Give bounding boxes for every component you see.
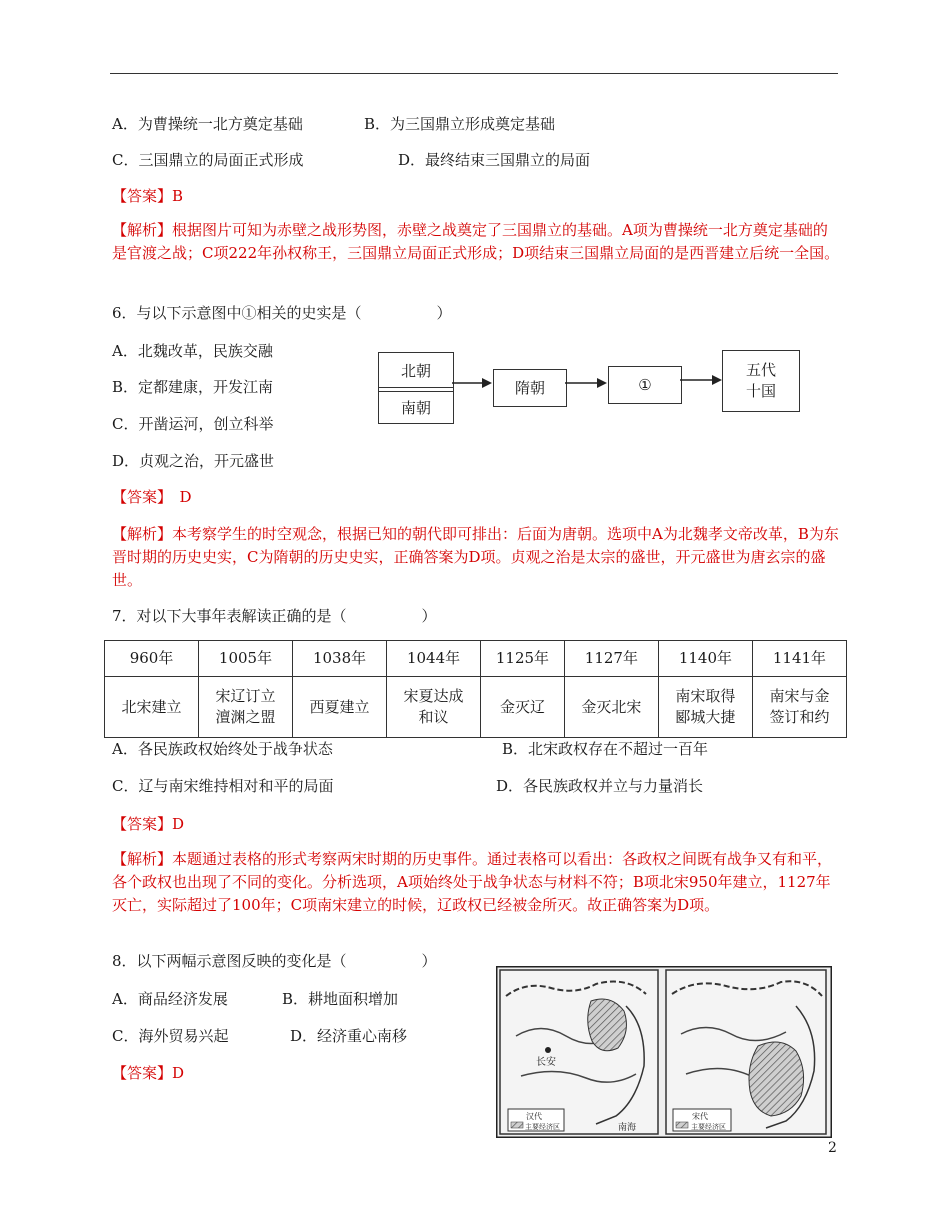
q5-option-b: B．为三国鼎立形成奠定基础 [364,115,556,133]
event-text: 南宋与金 [769,687,830,705]
song-legend-label-1: 宋代 [692,1112,708,1121]
shiguo-label: 十国 [745,382,776,400]
event-text: 宋夏达成 [403,687,464,705]
han-legend-label-1: 汉代 [526,1112,542,1121]
year-cell: 1141年 [752,641,846,677]
dynasty-north-south-box [378,352,454,424]
q7-question: 7．对以下大事年表解读正确的是（ ） [112,607,437,625]
q5-option-d: D．最终结束三国鼎立的局面 [398,151,591,169]
han-sea-label: 南海 [618,1123,637,1133]
event-text: 西夏建立 [309,697,370,716]
han-economic-area [588,999,627,1051]
q7-analysis-text: 本题通过表格的形式考察两宋时期的历史事件。通过表格可以看出：各政权之间既有战争又有和平，各个政权也出现了不同的变化。分析选项，A项始终处于战争状态与材料不符；B项北宋950年建立，1127年灭亡，实际超过了100年；C项南宋建立的时候，辽政权已经被金所灭。故正确答案为D项。 [112,850,833,914]
year-cell: 1127年 [564,641,658,677]
event-row [105,677,847,738]
year-cell: 960年 [105,641,199,677]
year-cell: 1125年 [481,641,565,677]
q5-option-a: A．为曹操统一北方奠定基础 [112,115,303,133]
north-dynasty-label: 北朝 [379,353,453,388]
q8-answer: 【答案】D [112,1064,185,1082]
wudai-label: 五代 [745,361,776,379]
event-text: 签订和约 [769,708,830,726]
sui-dynasty-box: 隋朝 [493,369,567,407]
year-cell: 1005年 [199,641,293,677]
event-cell [481,677,565,738]
header-rule [110,73,838,74]
han-city-label: 长安 [536,1057,556,1068]
q5-option-c: C．三国鼎立的局面正式形成 [112,151,304,169]
q6-option-b: B．定都建康，开发江南 [112,378,274,396]
han-city-marker [545,1047,551,1053]
q5-analysis [112,219,842,265]
event-text: 和议 [418,708,449,726]
event-text: 金灭辽 [499,697,545,716]
event-cell [105,677,199,738]
arrow-2-icon [565,374,609,392]
unknown-dynasty-box: ① [608,366,682,404]
events-table [104,640,847,738]
event-cell [564,677,658,738]
page-number: 2 [828,1140,837,1156]
q5-answer: 【答案】B [112,187,184,205]
economic-center-maps [496,966,832,1138]
q6-option-a: A．北魏改革，民族交融 [112,342,273,360]
event-text: 澶渊之盟 [215,708,276,726]
song-legend-label-2: 主要经济区 [691,1123,726,1131]
q6-analysis-text: 本考察学生的时空观念，根据已知的朝代即可排出：后面为唐朝。选项中A为北魏孝文帝改革，B为东晋时期的历史史实，C为隋朝的历史史实，正确答案为D项。贞观之治是太宗的盛世，开元盛世为唐玄宗的盛世。 [112,525,839,589]
event-cell [658,677,752,738]
year-cell: 1038年 [293,641,387,677]
q6-answer: 【答案】 D [112,488,192,506]
q7-option-d: D．各民族政权并立与力量消长 [496,777,704,795]
q7-option-b: B．北宋政权存在不超过一百年 [502,740,709,758]
song-legend-swatch [676,1122,688,1128]
q8-option-d: D．经济重心南移 [290,1027,408,1045]
han-legend-label-2: 主要经济区 [525,1123,560,1131]
han-map [500,970,658,1134]
event-cell [752,677,846,738]
q8-question: 8．以下两幅示意图反映的变化是（ ） [112,952,437,970]
event-cell [199,677,293,738]
q5-analysis-text: 根据图片可知为赤壁之战形势图，赤壁之战奠定了三国鼎立的基础。A项为曹操统一北方奠定基础的是官渡之战；C项222年孙权称王，三国鼎立局面正式形成；D项结束三国鼎立局面的是西晋建立后统一全国。 [112,221,840,262]
event-text: 北宋建立 [121,697,182,716]
q7-option-c: C．辽与南宋维持相对和平的局面 [112,777,334,795]
arrow-1-icon [452,374,494,392]
wudai-shiguo-box [722,350,800,412]
q8-option-c: C．海外贸易兴起 [112,1027,229,1045]
q8-option-b: B．耕地面积增加 [282,990,399,1008]
song-map [666,970,826,1134]
event-text: 郾城大捷 [675,708,736,726]
q6-analysis-label: 【解析】 [112,525,173,543]
year-cell: 1140年 [658,641,752,677]
q6-option-d: D．贞观之治，开元盛世 [112,452,275,470]
event-text: 金灭北宋 [581,697,642,716]
event-cell [387,677,481,738]
event-cell [293,677,387,738]
q6-analysis [112,523,842,592]
year-row [105,641,847,677]
arrow-3-icon [680,371,724,389]
q6-question: 6．与以下示意图中①相关的史实是（ ） [112,304,452,322]
event-text: 南宋取得 [675,687,736,705]
q7-answer: 【答案】D [112,815,185,833]
q6-option-c: C．开凿运河，创立科举 [112,415,274,433]
year-cell: 1044年 [387,641,481,677]
q7-analysis-label: 【解析】 [112,850,173,868]
q5-analysis-label: 【解析】 [112,221,173,239]
q7-option-a: A．各民族政权始终处于战争状态 [112,740,333,758]
event-text: 宋辽订立 [215,687,276,705]
q7-analysis [112,848,842,917]
q8-option-a: A．商品经济发展 [112,990,228,1008]
south-dynasty-label: 南朝 [400,399,431,417]
han-legend-swatch [511,1122,523,1128]
